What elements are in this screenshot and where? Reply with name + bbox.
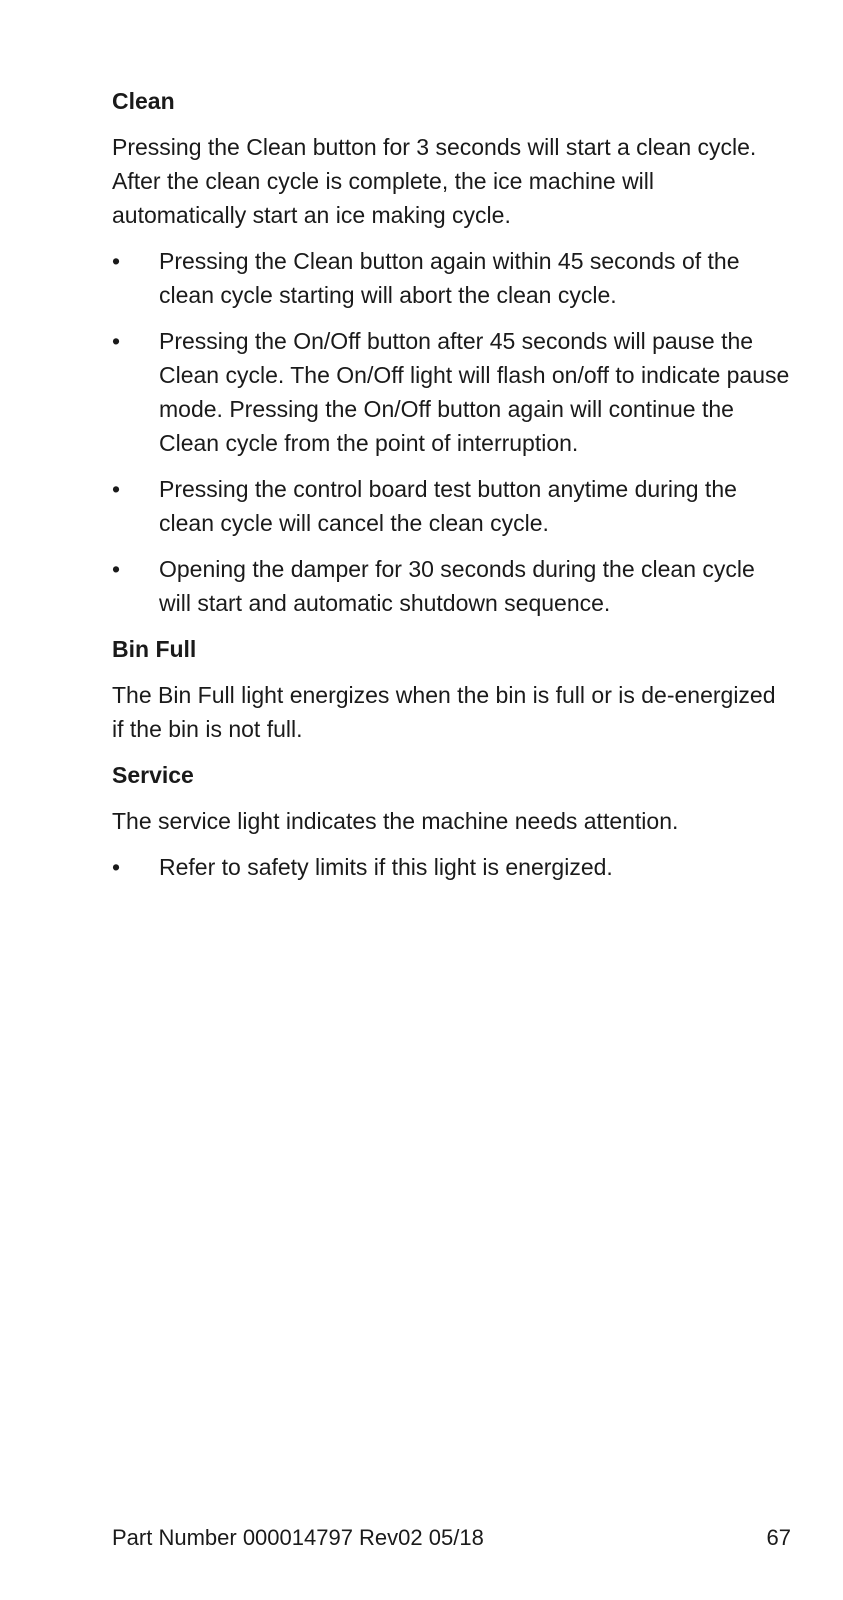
- bullet-icon: •: [112, 328, 121, 354]
- list-item: [112, 472, 792, 540]
- bullet-list: [112, 244, 792, 620]
- list-item: [112, 324, 792, 460]
- page-footer: [112, 1523, 791, 1553]
- list-item: [112, 244, 792, 312]
- bullet-list: [112, 850, 792, 884]
- bullet-text: Opening the damper for 30 seconds during the clean cycle will start and automatic shutdown sequence.: [159, 556, 755, 616]
- section-heading: Clean: [112, 88, 175, 114]
- list-item: [112, 850, 792, 884]
- section-heading: Bin Full: [112, 636, 197, 662]
- bullet-text: Pressing the On/Off button after 45 seconds will pause the Clean cycle. The On/Off light will flash on/off to indicate pause mode. Pressing the On/Off button again will continue the Clean cycle from the point of interruption.: [159, 328, 790, 456]
- bullet-icon: •: [112, 854, 121, 880]
- list-item: [112, 552, 792, 620]
- section-clean: [112, 84, 792, 620]
- section-paragraph: The service light indicates the machine needs attention.: [112, 808, 679, 834]
- page-number: 67: [766, 1525, 791, 1550]
- section-paragraph: The Bin Full light energizes when the bin is full or is de-energized if the bin is not full.: [112, 682, 776, 742]
- section-heading: Service: [112, 762, 194, 788]
- section-service: [112, 758, 792, 884]
- bullet-text: Pressing the control board test button anytime during the clean cycle will cancel the clean cycle.: [159, 476, 737, 536]
- section-bin-full: [112, 632, 792, 746]
- section-paragraph: Pressing the Clean button for 3 seconds will start a clean cycle. After the clean cycle is complete, the ice machine will automatically start an ice making cycle.: [112, 134, 757, 228]
- bullet-icon: •: [112, 476, 121, 502]
- bullet-text: Pressing the Clean button again within 45 seconds of the clean cycle starting will abort the clean cycle.: [159, 248, 740, 308]
- part-number: Part Number 000014797 Rev02 05/18: [112, 1525, 484, 1550]
- document-page: [112, 84, 792, 896]
- bullet-icon: •: [112, 248, 121, 274]
- bullet-icon: •: [112, 556, 121, 582]
- bullet-text: Refer to safety limits if this light is energized.: [159, 854, 613, 880]
